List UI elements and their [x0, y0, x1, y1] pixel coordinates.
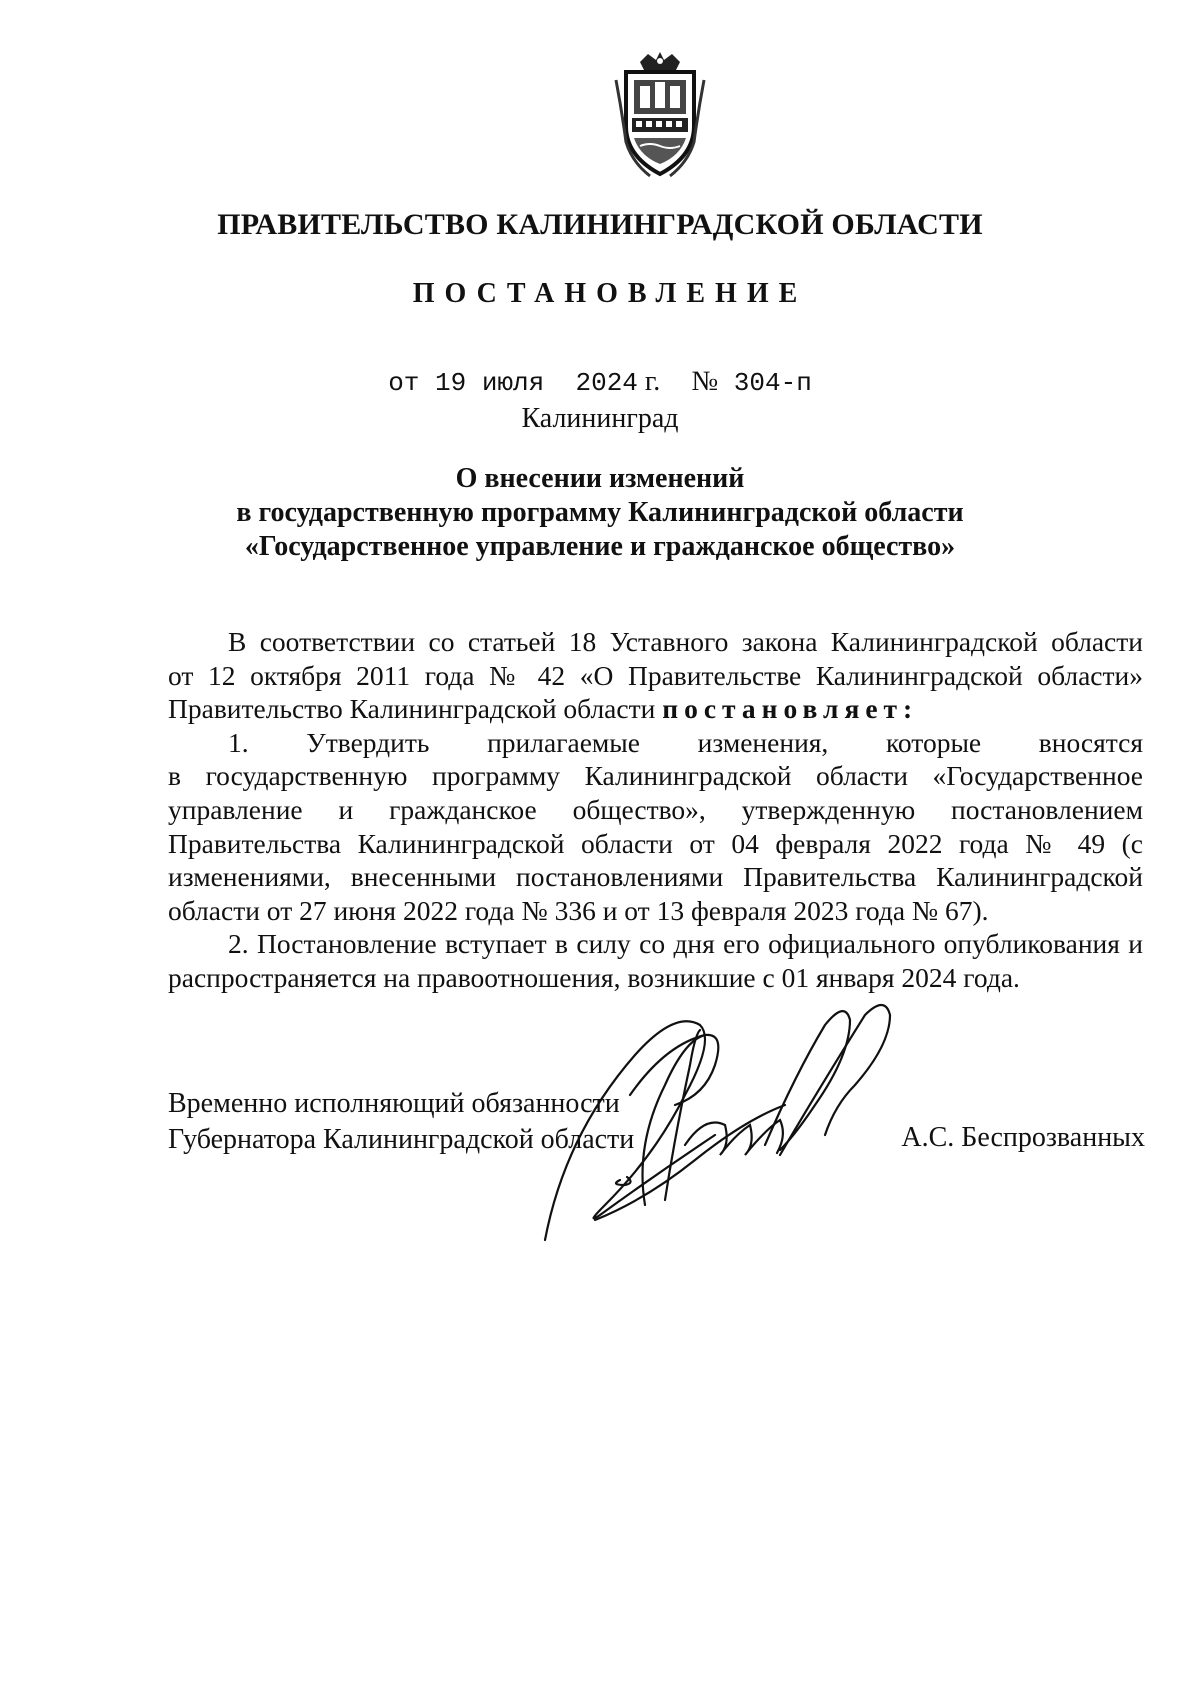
signatory-name: А.С. Беспрозванных — [901, 1122, 1145, 1153]
date-day: 19 — [435, 368, 467, 398]
number-sign: № — [691, 366, 719, 397]
paragraph-1-line-3 — [168, 692, 1143, 726]
document-body — [168, 625, 1143, 995]
position-line-1: Временно исполняющий обязанности — [168, 1088, 620, 1119]
subject-line-3: «Государственное управление и гражданское общество» — [244, 531, 956, 562]
subject-line-1: О внесении изменений — [455, 463, 745, 494]
city: Калининград — [521, 403, 679, 434]
decree-word: постановляет: — [662, 693, 919, 725]
date-month: июля — [481, 368, 545, 398]
document-subject — [0, 462, 1200, 564]
item-2-text: 2. Постановление вступает в силу со дня его официального опубликования и распространяется на правоотношения, возникшие с 01 января 2024 года. — [168, 928, 1143, 993]
year-suffix: г. — [644, 366, 661, 397]
paragraph-1-line-1: В соответствии со статьей 18 Уставного закона Калининградской области — [228, 626, 1143, 657]
document-type: ПОСТАНОВЛЕНИЕ — [412, 278, 808, 309]
subject-line-2: в государственную программу Калининградской области — [236, 497, 964, 528]
document-number: 304-п — [733, 368, 812, 398]
coat-of-arms-icon — [610, 52, 710, 180]
position-line-2: Губернатора Калининградской области — [168, 1124, 635, 1155]
date-number-line — [0, 366, 1200, 398]
item-1-text: в государственную программу Калининградской области «Государственное управление и гражданское общество», утвержденную постановлением Правительства Калининградской области от 04 февраля 2022 года № 49 (с изменениями, внесенными постановлениями Правительства Калининградской области от 27 июня 2022 года № 336 и от 13 февраля 2023 года № 67). — [168, 760, 1143, 926]
paragraph-1-line-2: от 12 октября 2011 года № 42 «О Правительстве Калининградской области» — [168, 659, 1143, 691]
date-prefix: от — [388, 368, 420, 398]
organization-title: ПРАВИТЕЛЬСТВО КАЛИНИНГРАДСКОЙ ОБЛАСТИ — [217, 208, 983, 241]
date-year: 2024 — [575, 368, 638, 398]
paragraph-1-line-3-text: Правительство Калининградской области — [168, 693, 663, 725]
handwritten-signature — [525, 985, 945, 1255]
item-1-line-1: 1. Утвердить прилагаемые изменения, которые вносятся — [228, 726, 1143, 758]
